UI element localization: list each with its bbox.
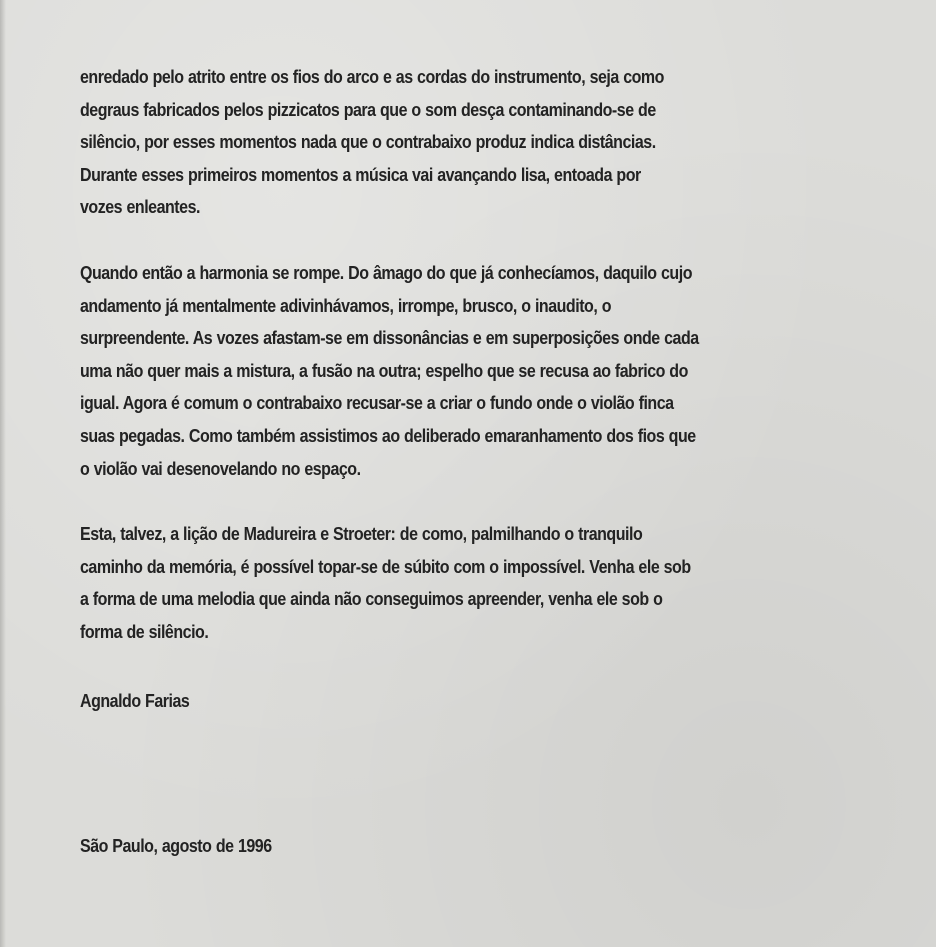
paragraph-line: caminho da memória, é possível topar-se de súbito com o impossível. Venha ele sob: [80, 555, 691, 577]
paragraph-line: a forma de uma melodia que ainda não conseguimos apreender, venha ele sob o: [80, 588, 663, 610]
paragraph-line: Esta, talvez, a lição de Madureira e Stroeter: de como, palmilhando o tranquilo: [80, 523, 643, 545]
paragraph-line: vozes enleantes.: [80, 196, 200, 218]
paragraph-line: forma de silêncio.: [80, 620, 209, 642]
paragraph-3: [80, 518, 901, 648]
place-date-text: São Paulo, agosto de 1996: [80, 835, 272, 856]
paragraph-line: Quando então a harmonia se rompe. Do âmago do que já conhecíamos, daquilo cujo: [80, 261, 692, 283]
paragraph-line: igual. Agora é comum o contrabaixo recusar-se a criar o fundo onde o violão finca: [80, 392, 674, 414]
page-edge-shadow: [0, 0, 6, 947]
paragraph-line: uma não quer mais a mistura, a fusão na outra; espelho que se recusa ao fabrico do: [80, 359, 688, 381]
paragraph-line: enredado pelo atrito entre os fios do arco e as cordas do instrumento, seja como: [80, 66, 664, 87]
paragraph-line: andamento já mentalmente adivinhávamos, irrompe, brusco, o inaudito, o: [80, 294, 612, 316]
author-signature: [80, 685, 901, 718]
paragraph-line: Durante esses primeiros momentos a música vai avançando lisa, entoada por: [80, 163, 641, 185]
author-name: Agnaldo Farias: [80, 689, 190, 711]
paragraph-line: suas pegadas. Como também assistimos ao deliberado emaranhamento dos fios que: [80, 424, 696, 446]
paragraph-2: [80, 257, 901, 485]
paragraph-line: o violão vai desenovelando no espaço.: [80, 457, 361, 479]
paragraph-line: degraus fabricados pelos pizzicatos para que o som desça contaminando-se de: [80, 98, 656, 120]
paragraph-1: [80, 61, 901, 224]
place-date: [80, 830, 901, 863]
paragraph-line: surpreendente. As vozes afastam-se em dissonâncias e em superposições onde cada: [80, 327, 699, 349]
paragraph-line: silêncio, por esses momentos nada que o contrabaixo produz indica distâncias.: [80, 131, 656, 153]
